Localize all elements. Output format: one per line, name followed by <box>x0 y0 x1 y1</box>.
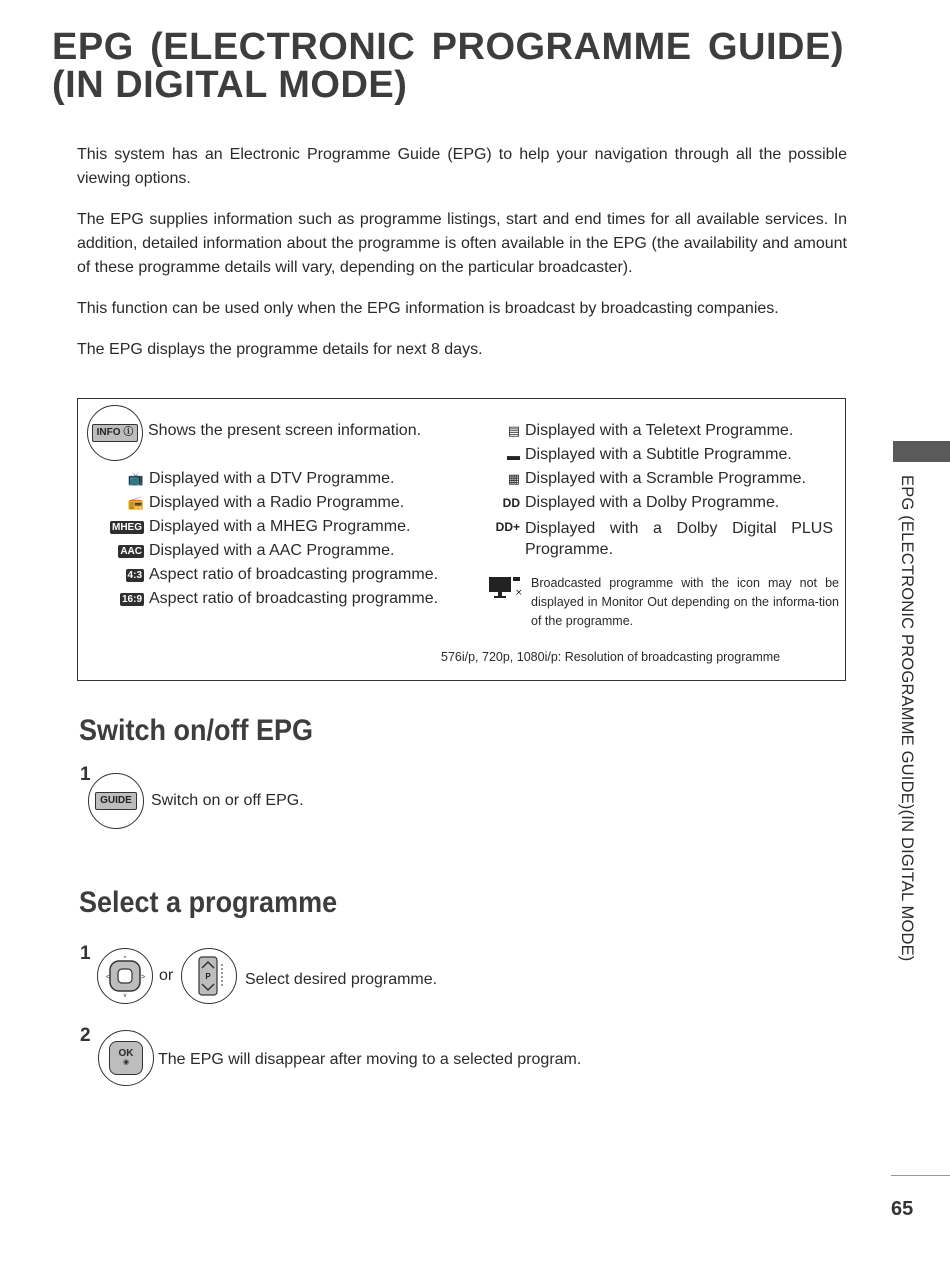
svg-text:<: < <box>106 974 111 981</box>
teletext-icon: ▤ <box>507 423 520 438</box>
ok-key-label: OK <box>118 1048 134 1059</box>
legend-text: Aspect ratio of broadcasting programme. <box>149 590 439 607</box>
legend-row-teletext <box>486 422 793 440</box>
info-text: Shows the present screen information. <box>148 422 422 439</box>
legend-row-aac <box>110 542 394 560</box>
title-line-1 <box>52 28 844 66</box>
legend-text: Displayed with a DTV Programme. <box>149 470 395 487</box>
legend-text: Displayed with a Subtitle Programme. <box>525 446 792 463</box>
aac-icon: AAC <box>120 545 142 557</box>
svg-text:^: ^ <box>123 956 127 962</box>
legend-text: Displayed with a Scramble Programme. <box>525 470 806 487</box>
step-text: The EPG will disappear after moving to a selected program. <box>158 1051 582 1068</box>
mheg-icon: MHEG <box>112 521 142 533</box>
legend-row-mheg <box>110 518 410 536</box>
radio-icon: 📻 <box>127 495 144 510</box>
step-text: Switch on or off EPG. <box>151 792 304 809</box>
step-text: Select desired programme. <box>245 971 438 988</box>
svg-text:×: × <box>515 588 523 598</box>
legend-text: Displayed with a MHEG Programme. <box>149 518 411 535</box>
guide-button-illustration <box>88 773 144 829</box>
intro-paragraph: This function can be used only when the EPG information is broadcast by broadcasting companies. <box>77 300 779 317</box>
legend-row-aspect-16-9 <box>110 590 438 608</box>
title-word: EPG <box>52 26 134 68</box>
or-text: or <box>159 967 174 984</box>
page-number: 65 <box>891 1198 914 1220</box>
legend-text: Displayed with a Dolby Digital PLUS Programme. <box>525 520 833 558</box>
intro-paragraph: The EPG supplies information such as programme listings, start and end times for all available services. In addition, detailed information about the programme is often available in the EPG (the availability and amount of these programme details will vary, depending on the particular broadcaster). <box>77 211 847 276</box>
legend-row-radio <box>110 494 404 512</box>
legend-text: Displayed with a Dolby Programme. <box>525 494 780 511</box>
dolby-icon: DD <box>502 496 520 510</box>
step-number: 1 <box>80 764 91 785</box>
ok-button-illustration <box>98 1030 154 1086</box>
ok-dot-icon: ◉ <box>122 1059 130 1066</box>
title-line-2: (IN DIGITAL MODE) <box>52 64 408 106</box>
side-section-label: EPG (ELECTRONIC PROGRAMME GUIDE)(IN DIGITAL MODE) <box>898 475 916 962</box>
title-word: GUIDE) <box>707 26 844 68</box>
program-button-illustration <box>181 948 237 1004</box>
legend-text: Displayed with a Radio Programme. <box>149 494 405 511</box>
dtv-icon: 📺 <box>127 471 144 486</box>
footer-divider <box>891 1175 950 1176</box>
step-number: 1 <box>80 943 91 964</box>
title-word: (ELECTRONIC <box>150 26 416 68</box>
legend-row-aspect-4-3 <box>110 566 438 584</box>
legend-text: Displayed with a Teletext Programme. <box>525 422 794 439</box>
legend-row-subtitle <box>486 446 792 464</box>
navigation-pad-icon <box>103 954 147 998</box>
icon-legend-box <box>77 398 846 681</box>
intro-text <box>77 143 847 379</box>
legend-row-dolby <box>486 494 779 512</box>
ok-key <box>109 1041 143 1075</box>
p-key-label: P <box>205 972 211 981</box>
aspect-16-9-icon: 16:9 <box>121 593 142 605</box>
legend-text: Aspect ratio of broadcasting programme. <box>149 566 439 583</box>
dolby-plus-icon: DD+ <box>495 520 520 534</box>
info-description <box>148 422 421 440</box>
title-word: PROGRAMME <box>431 26 692 68</box>
navigation-button-illustration <box>97 948 153 1004</box>
svg-text:v: v <box>123 993 127 998</box>
side-tab-marker <box>893 441 950 462</box>
legend-row-scramble <box>486 470 806 488</box>
resolution-note: 576i/p, 720p, 1080i/p: Resolution of broadcasting programme <box>441 650 781 664</box>
section-heading-select-programme: Select a programme <box>79 886 338 919</box>
monitor-out-icon <box>488 575 526 606</box>
scramble-icon: ▦ <box>507 471 520 486</box>
info-key: INFO ⓘ <box>92 424 139 442</box>
info-key-label: INFO <box>96 427 121 438</box>
intro-paragraph: The EPG displays the programme details for next 8 days. <box>77 341 483 358</box>
legend-text: Displayed with a AAC Programme. <box>149 542 395 559</box>
subtitle-icon: ▬ <box>507 447 520 463</box>
program-up-down-icon <box>189 954 229 998</box>
guide-key: GUIDE <box>95 792 137 810</box>
svg-text:>: > <box>141 974 146 981</box>
step-number: 2 <box>80 1025 91 1046</box>
info-button-illustration <box>87 405 143 461</box>
aspect-4-3-icon: 4:3 <box>127 569 142 581</box>
legend-row-dtv <box>110 470 394 488</box>
intro-paragraph: This system has an Electronic Programme Guide (EPG) to help your navigation through all the possible viewing options. <box>77 146 847 187</box>
monitor-out-note: Broadcasted programme with the icon may not be displayed in Monitor Out depending on the informa-tion of the programme. <box>531 576 839 628</box>
page-title <box>52 28 852 104</box>
section-heading-switch-epg: Switch on/off EPG <box>79 714 313 747</box>
legend-row-dolby-plus <box>486 518 838 560</box>
